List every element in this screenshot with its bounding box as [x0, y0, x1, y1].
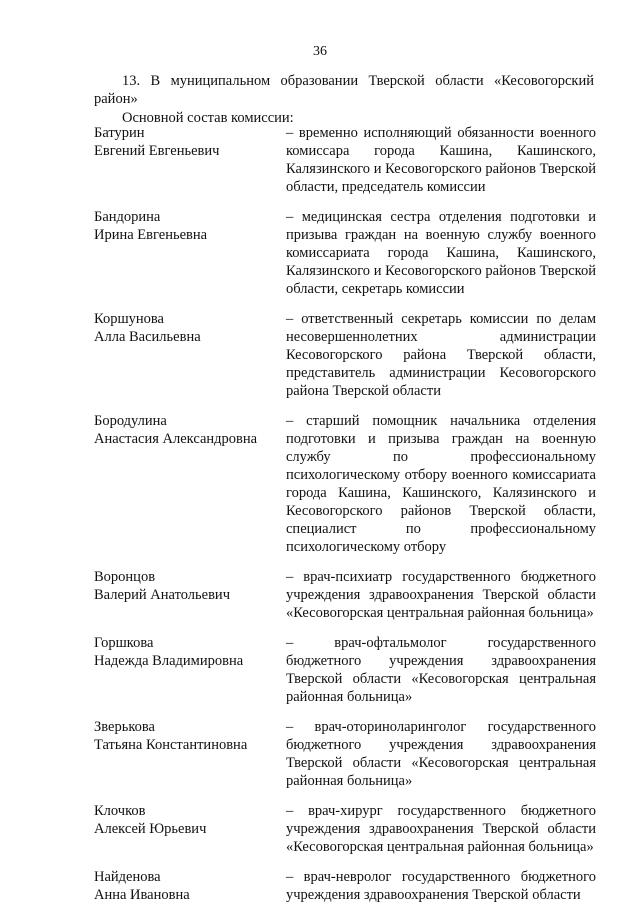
member-role: – врач-оториноларинголог государственного бюджетного учреждения здравоохранения Тверской области «Кесовогорская центральная районная больница» — [286, 719, 596, 789]
member-surname: Горшкова — [94, 635, 154, 651]
member-role: – врач-офтальмолог государственного бюджетного учреждения здравоохранения Тверской области «Кесовогорская центральная районная больница» — [286, 635, 596, 705]
member-row — [94, 802, 596, 856]
member-name — [94, 310, 286, 400]
member-name — [94, 868, 286, 904]
member-surname: Воронцов — [94, 569, 156, 585]
member-surname: Найденова — [94, 869, 161, 885]
member-role: – старший помощник начальника отделения подготовки и призыва граждан на военную службу по профессиональному психологическому отбору военного комиссариата города Кашина, Кашинского, Калязинского и Кесовогорского районов Тверской области, специалист по профессиональному психологическому отбору — [286, 413, 596, 555]
member-row — [94, 124, 596, 196]
member-surname: Клочков — [94, 803, 146, 819]
member-given-names: Алексей Юрьевич — [94, 821, 207, 837]
section-heading: 13. В муниципальном образовании Тверской области «Кесовогорский район» — [94, 73, 594, 107]
member-role: – временно исполняющий обязанности военного комиссара города Кашина, Кашинского, Калязинского и Кесовогорского районов Тверской области, председатель комиссии — [286, 125, 596, 195]
member-name — [94, 208, 286, 298]
member-row — [94, 310, 596, 400]
member-surname: Бородулина — [94, 413, 167, 429]
member-row — [94, 868, 596, 904]
member-name — [94, 802, 286, 856]
member-name — [94, 412, 286, 556]
members-list — [94, 124, 596, 916]
member-surname: Коршунова — [94, 311, 164, 327]
member-role: – врач-хирург государственного бюджетного учреждения здравоохранения Тверской области «Кесовогорская центральная районная больница» — [286, 803, 596, 855]
member-row — [94, 208, 596, 298]
member-row — [94, 412, 596, 556]
member-name — [94, 568, 286, 622]
member-row — [94, 634, 596, 706]
member-role: – медицинская сестра отделения подготовки и призыва граждан на военную службу военного комиссариата города Кашина, Кашинского, Калязинского и Кесовогорского районов Тверской области, секретарь комиссии — [286, 209, 596, 297]
member-given-names: Анна Ивановна — [94, 887, 190, 903]
member-role: – врач-невролог государственного бюджетного учреждения здравоохранения Тверской области — [286, 869, 596, 903]
member-role: – врач-психиатр государственного бюджетного учреждения здравоохранения Тверской области «Кесовогорская центральная районная больница» — [286, 569, 596, 621]
member-given-names: Валерий Анатольевич — [94, 587, 230, 603]
member-given-names: Алла Васильевна — [94, 329, 201, 345]
member-given-names: Надежда Владимировна — [94, 653, 244, 669]
member-row — [94, 718, 596, 790]
member-name — [94, 124, 286, 196]
member-given-names: Евгений Евгеньевич — [94, 143, 220, 159]
commission-subheading: Основной состав комиссии: — [122, 110, 294, 126]
member-surname: Бандорина — [94, 209, 161, 225]
member-name — [94, 718, 286, 790]
member-role: – ответственный секретарь комиссии по делам несовершеннолетних администрации Кесовогорского района Тверской области, представитель администрации Кесовогорского района Тверской области — [286, 311, 596, 399]
member-row — [94, 568, 596, 622]
member-surname: Зверькова — [94, 719, 155, 735]
member-given-names: Ирина Евгеньевна — [94, 227, 208, 243]
member-surname: Батурин — [94, 125, 145, 141]
member-given-names: Анастасия Александровна — [94, 431, 258, 447]
page-number: 36 — [313, 44, 327, 59]
member-given-names: Татьяна Константиновна — [94, 737, 248, 753]
member-name — [94, 634, 286, 706]
